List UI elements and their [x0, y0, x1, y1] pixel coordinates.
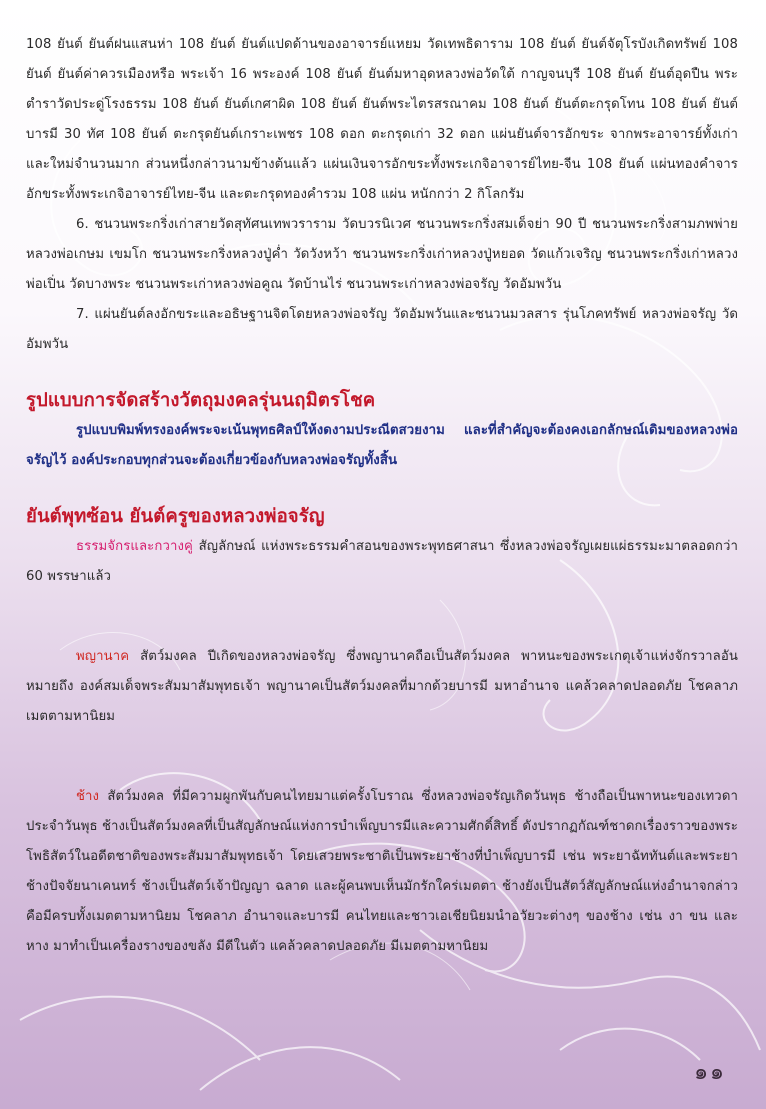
elephant-paragraph: [26, 782, 738, 962]
dharma-wheel-term: ธรรมจักรและกวางคู่: [76, 539, 193, 554]
section-design-body: รูปแบบพิมพ์ทรงองค์พระจะเน้นพุทธศิลป์ให้งดงามประณีตสวยงาม และที่สำคัญจะต้องคงเอกลักษณ์เดิมของหลวงพ่อจรัญไว้ องค์ประกอบทุกส่วนจะต้องเกี่ยวข้องกับหลวงพ่อจรัญทั้งสิ้น: [26, 423, 738, 468]
dharma-wheel-text: สัญลักษณ์ แห่งพระธรรมคำสอนของพระพุทธศาสนา ซึ่งหลวงพ่อจรัญเผยแผ่ธรรมะมาตลอดกว่า 60 พรรษาแล้ว: [26, 539, 738, 584]
naga-paragraph: [26, 642, 738, 732]
naga-term: พญานาค: [76, 649, 130, 664]
naga-text: สัตว์มงคล ปีเกิดของหลวงพ่อจรัญ ซึ่งพญานาคถือเป็นสัตว์มงคล พาหนะของพระเกตุเจ้าแห่งจักรวาลอันหมายถึง องค์สมเด็จพระสัมมาสัมพุทธเจ้า พญานาคเป็นสัตว์มงคลที่มากด้วยบารมี มหาอำนาจ แคล้วคลาดปลอดภัย โชคลาภ เมตตามหานิยม: [26, 649, 738, 724]
page-number: ๑๑: [694, 1060, 726, 1085]
elephant-term: ช้าง: [76, 789, 100, 804]
dharma-wheel-paragraph: [26, 532, 738, 592]
intro-paragraph: 108 ยันต์ ยันต์ฝนแสนห่า 108 ยันต์ ยันต์แปดด้านของอาจารย์แหยม วัดเทพธิดาราม 108 ยันต์ ยันต์จัตุโรบังเกิดทรัพย์ 108 ยันต์ ยันต์ค่าควรเมืองหรือ พระเจ้า 16 พระองค์ 108 ยันต์ ยันต์มหาอุดหลวงพ่อวัดใต้ กาญจนบุรี 108 ยันต์ ยันต์อุดปืน พระตำราวัดประดู่โรงธรรม 108 ยันต์ ยันต์เกศาผิด 108 ยันต์ ยันต์พระไตรสรณาคม 108 ยันต์ ยันต์ตะกรุดโทน 108 ยันต์ ยันต์บารมี 30 ทัศ 108 ยันต์ ตะกรุดยันต์เกราะเพชร 108 ดอก ตะกรุดเก่า 32 ดอก แผ่นยันต์จารอักขระ จากพระอาจารย์ทั้งเก่าและใหม่จำนวนมาก ส่วนหนึ่งกล่าวนามข้างต้นแล้ว แผ่นเงินจารอักขระทั้งพระเกจิอาจารย์ไทย-จีน 108 ยันต์ แผ่นทองคำจารอักขระทั้งพระเกจิอาจารย์ไทย-จีน และตะกรุดทองคำรวม 108 แผ่น หนักกว่า 2 กิโลกรัม: [26, 37, 738, 202]
item-7-paragraph: 7. แผ่นยันต์ลงอักขระและอธิษฐานจิตโดยหลวงพ่อจรัญ วัดอัมพวันและชนวนมวลสาร รุ่นโภคทรัพย์ หลวงพ่อจรัญ วัดอัมพวัน: [26, 307, 738, 352]
item-6-paragraph: 6. ชนวนพระกริ่งเก่าสายวัดสุทัศนเทพวราราม วัดบวรนิเวศ ชนวนพระกริ่งสมเด็จย่า 90 ปี ชนวนพระกริ่งสามภพพ่าย หลวงพ่อเกษม เขมโก ชนวนพระกริ่งหลวงปู่ค่ำ วัดวังหว้า ชนวนพระกริ่งเก่าหลวงปู่หยอด วัดแก้วเจริญ ชนวนพระกริ่งเก่าหลวงพ่อเปิ่น วัดบางพระ ชนวนพระเก่าหลวงพ่อคูณ วัดบ้านไร่ ชนวนพระเก่าหลวงพ่อจรัญ วัดอัมพวัน: [26, 217, 738, 292]
section-heading-design: รูปแบบการจัดสร้างวัตถุมงคลรุ่นนฤมิตรโชค: [26, 390, 376, 411]
section-heading-yant: ยันต์พุทซ้อน ยันต์ครูของหลวงพ่อจรัญ: [26, 506, 325, 527]
elephant-text: สัตว์มงคล ที่มีความผูกพันกับคนไทยมาแต่ครั้งโบราณ ซึ่งหลวงพ่อจรัญเกิดวันพุธ ช้างถือเป็นพาหนะของเทวดาประจำวันพุธ ช้างเป็นสัตว์มงคลที่เป็นสัญลักษณ์แห่งการบำเพ็ญบารมีและความศักดิ์สิทธิ์ ดังปรากฏกัณฑ์ชาดกเรื่องราวของพระโพธิสัตว์ในอดีตชาติของพระสัมมาสัมพุทธเจ้า โดยเสวยพระชาติเป็นพระยาช้างที่บำเพ็ญบารมี เช่น พระยาฉัททันต์และพระยาช้างปัจจัยนาเคนทร์ ช้างเป็นสัตว์เจ้าปัญญา ฉลาด และผู้คนพบเห็นมักรักใคร่เมตตา ช้างยังเป็นสัตว์สัญลักษณ์แห่งอำนาจกล่าวคือมีครบทั้งเมตตามหานิยม โชคลาภ อำนาจและบารมี คนไทยและชาวเอเชียนิยมนำอวัยวะต่างๆ ของช้าง เช่น งา ขน และหาง มาทำเป็นเครื่องรางของขลัง มีดีในตัว แคล้วคลาดปลอดภัย มีเมตตามหานิยม: [26, 789, 738, 954]
document-body: [26, 30, 738, 962]
